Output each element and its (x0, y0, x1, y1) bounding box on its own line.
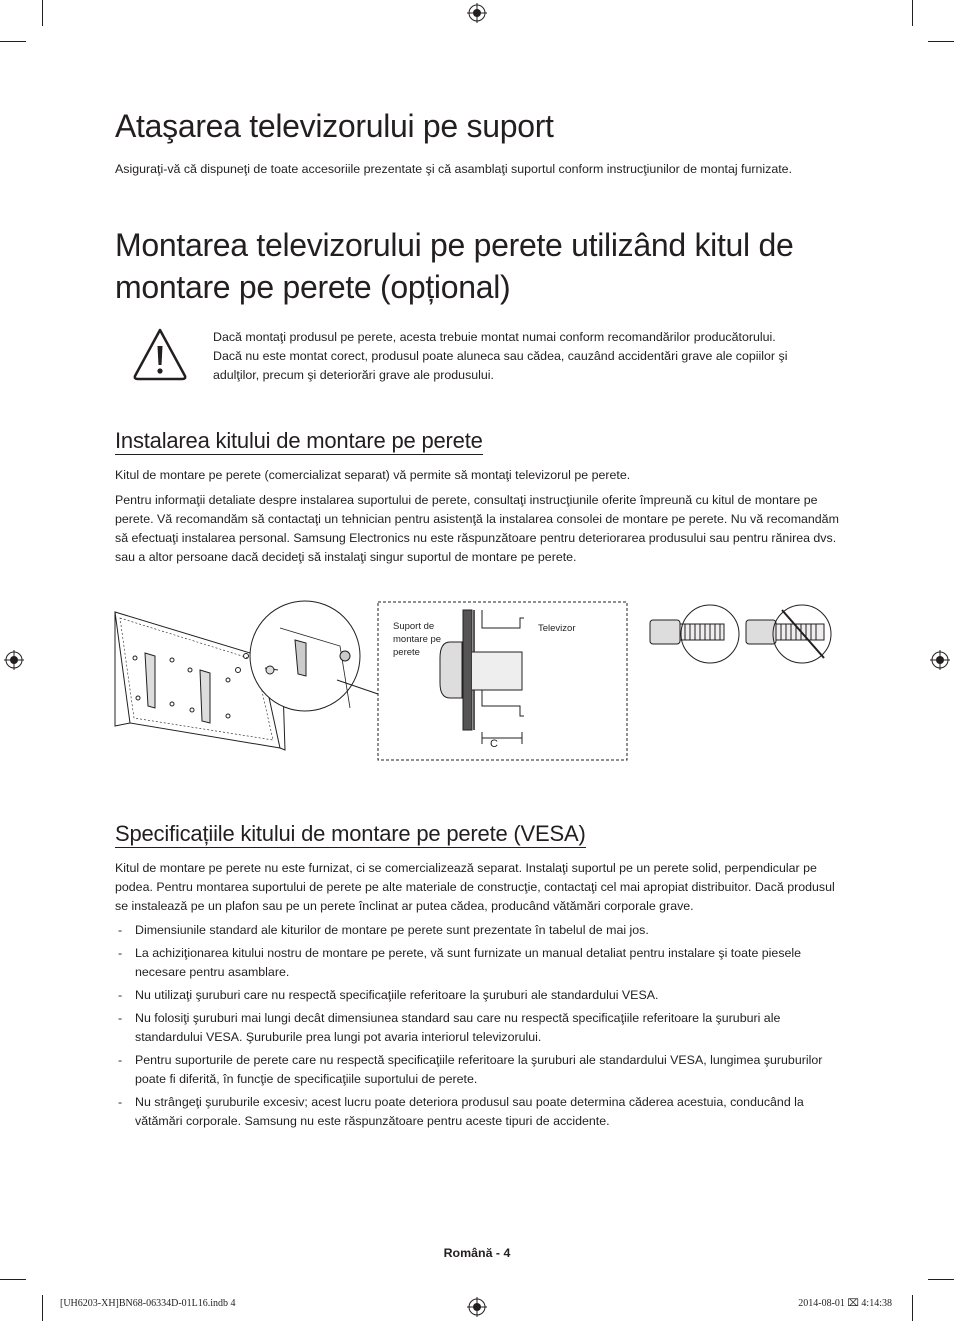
bullet-dash: - (118, 988, 123, 1002)
bullet-dash: - (118, 923, 123, 937)
list-item (115, 986, 843, 1005)
crop-mark (42, 1295, 43, 1321)
zoom-circle-drawing (250, 601, 378, 711)
section-title-stand: Ataşarea televizorului pe suport (115, 108, 554, 144)
correct-screw-icon (650, 605, 739, 663)
list-item (115, 921, 843, 940)
subsection-title-install-kit (115, 428, 483, 454)
warning-line: Dacă nu este montat corect, produsul poate aluneca sau cădea, cauzând accidentări grave ale copiilor şi adulţilor, precum şi deteriorări grave ale produsului. (213, 349, 788, 382)
print-slug-left: [UH6203-XH]BN68-06334D-01L16.indb 4 (60, 1298, 236, 1309)
warning-text (213, 328, 823, 385)
vesa-intro-text: Kitul de montare pe perete nu este furnizat, ci se comercializează separat. Instalaţi suportul pe un perete solid, perpendicular pe podea. Pentru montarea suportului de perete pe alte materiale de construcţie, contactaţi cel mai apropiat distribuitor. Dacă produsul se instalează pe un plafon sau pe un perete înclinat ar putea cădea, producând vătămări corporale grave. (115, 861, 835, 913)
install-kit-para-2: Pentru informaţii detaliate despre instalarea suportului de perete, consultaţi instrucţiunile oferite împreună cu kitul de montare pe perete. Vă recomandăm să contactaţi un tehnician pentru asistenţă la instalarea consolei de montare pe perete. Nu vă recomandăm să efectuaţi instalarea personal. Samsung Electronics nu este răspunzătoare pentru deteriorarea produsului sau pentru rănirea dvs. sau a altor persoane dacă decideţi să instalaţi singur suportul de montare pe perete. (115, 493, 839, 564)
crop-mark (0, 41, 26, 42)
list-item-text: La achiziţionarea kitului nostru de montare pe perete, vă sunt furnizate un manual detaliat pentru instalare şi toate piesele necesare pentru asamblare. (135, 946, 802, 979)
stand-intro-text: Asiguraţi-vă că dispuneţi de toate accesoriile prezentate şi că asamblaţi suportul conform instrucţiunilor de montaj furnizate. (115, 162, 793, 176)
list-item-text: Dimensiunile standard ale kiturilor de montare pe perete sunt prezentate în tabelul de mai jos. (135, 923, 649, 937)
warning-triangle-icon (131, 326, 189, 382)
subsection-title-text: Instalarea kitului de montare pe perete (115, 428, 483, 453)
tv-label: Televizor (538, 623, 576, 634)
bullet-dash: - (118, 1095, 123, 1109)
page-number: Română - 4 (443, 1246, 511, 1260)
bullet-dash: - (118, 946, 123, 960)
crop-mark (0, 1279, 26, 1280)
label-line: perete (393, 647, 420, 658)
list-item (115, 944, 843, 982)
registration-mark-icon (4, 650, 24, 670)
list-item (115, 1009, 843, 1047)
crop-mark (912, 0, 913, 26)
print-slug-right: 2014-08-01 ⌧ 4:14:38 (798, 1298, 892, 1309)
crop-mark (42, 0, 43, 26)
install-kit-para-1: Kitul de montare pe perete (comercializat separat) vă permite să montaţi televizorul pe perete. (115, 468, 631, 482)
wall-mount-illustration (110, 598, 840, 768)
list-item-text: Nu folosiţi şuruburi mai lungi decât dimensiunea standard sau care nu respectă specificaţiile referitoare la şuruburi ale standardului VESA. Şuruburile prea lungi pot avaria interiorul televizorului. (135, 1011, 781, 1044)
list-item-text: Pentru suporturile de perete care nu respectă specificaţiile referitoare la şuruburi ale standardului VESA, lungimea şuruburilor poate fi diferită, în funcţie de specificaţiile suportului de perete. (135, 1053, 823, 1086)
crop-mark (928, 1279, 954, 1280)
warning-line: Dacă montaţi produsul pe perete, acesta trebuie montat numai conform recomandărilor producătorului. (213, 330, 776, 344)
incorrect-screw-icon (746, 605, 831, 663)
label-line: montare pe (393, 634, 442, 645)
registration-mark-icon (467, 3, 487, 23)
registration-mark-icon (930, 650, 950, 670)
subsection-title-text: Specificațiile kitului de montare pe perete (VESA) (115, 821, 586, 846)
wall-mount-label (393, 620, 441, 659)
list-item (115, 1051, 843, 1089)
registration-mark-icon (467, 1297, 487, 1317)
crop-mark (912, 1295, 913, 1321)
crop-mark (928, 41, 954, 42)
subsection-title-vesa (115, 821, 586, 847)
label-line: Suport de (393, 621, 435, 632)
bullet-dash: - (118, 1053, 123, 1067)
list-item-text: Nu utilizaţi şuruburi care nu respectă specificaţiile referitoare la şuruburi ale standardului VESA. (135, 988, 659, 1002)
list-item-text: Nu strângeţi şuruburile excesiv; acest lucru poate deteriora produsul sau poate determina căderea acestuia, conducând la vătămări corporale. Samsung nu este răspunzătoare pentru aceste tipuri de accidente. (135, 1095, 804, 1128)
list-item (115, 1093, 843, 1131)
dimension-c-label: C (490, 738, 498, 750)
section-title-wall-mount: Montarea televizorului pe perete utilizând kitul de montare pe perete (opțional) (115, 227, 794, 305)
vesa-notes-list (115, 921, 843, 1135)
bullet-dash: - (118, 1011, 123, 1025)
